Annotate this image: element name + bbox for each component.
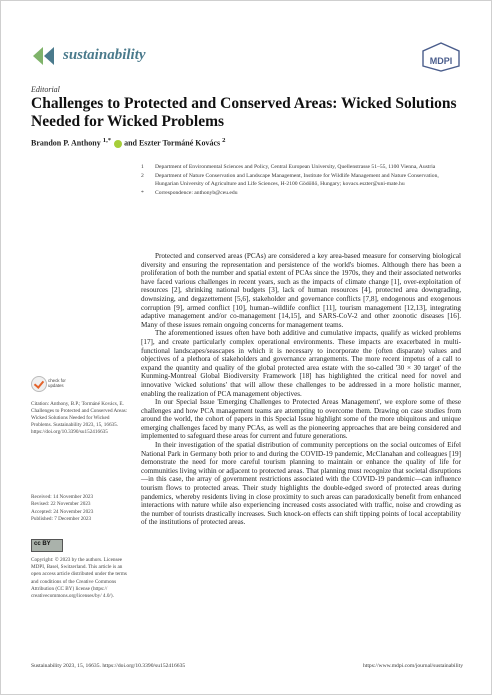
- affiliation-item: 2 Department of Nature Conservation and Landscape Management, Institute for Wildlife Management and Nature Conservation, Hungarian University of Agriculture and Life Sciences, H-2100 Gödöllő, Hungary; kovacs.eszter@uni-mate.hu: [141, 173, 439, 187]
- body-paragraph: In our Special Issue 'Emerging Challenges to Protected Areas Management', we explore some of these challenges and how PCA management teams are attempting to overcome them. Drawing on case studies from around the world, the cohort of papers in this Special Issue highlight some of the more ubiquitous and unique emerging challenges faced by many PCAs, as well as the pioneering approaches that are being considered and implemented to safeguard these areas for current and future generations.: [141, 398, 461, 441]
- check-updates-icon: [31, 376, 47, 392]
- publisher-logo: [421, 42, 461, 72]
- footer-citation: Sustainability 2023, 15, 16635. https://doi.org/10.3390/su152416635: [31, 663, 186, 669]
- article-type: Editorial: [31, 85, 60, 94]
- author-name: Eszter Tormáné Kovács: [138, 138, 221, 148]
- article-dates: [31, 494, 129, 523]
- author-affil-mark: 1,*: [102, 137, 112, 144]
- author-list: [31, 137, 225, 148]
- body-paragraph: Protected and conserved areas (PCAs) are considered a key area-based measure for conserving biological diversity and ensuring the representation and persistence of the world's biomes. Although there has been a proliferation of both the number and spatial extent of PCAs since the 1970s, they and their associated networks have faced various challenges in recent years, such as the impacts of climate change [1], over-exploitation of resources [2], shrinking national budgets [3], lack of human resources [4], protected area downgrading, downsizing, and degazettement [5,6], stakeholder and governance conflicts [7,8], endogenous and exogenous corruption [9], armed conflict [10], human–wildlife conflict [11], tourism management [12,13], integrating adaptive management and/or co-management [14,15], and SARS-CoV-2 and other zoonotic diseases [16]. Many of these issues remain ongoing concerns for management teams.: [141, 252, 461, 329]
- accepted-date: Accepted: 24 November 2023: [31, 508, 94, 515]
- orcid-icon[interactable]: [114, 140, 122, 148]
- journal-logo-icon: [31, 45, 57, 67]
- affiliations: [141, 164, 461, 200]
- correspondence: * Correspondence: anthonyb@ceu.edu: [141, 190, 238, 197]
- received-date: Received: 14 November 2023: [31, 494, 94, 500]
- footer-journal-link[interactable]: https://www.mdpi.com/journal/sustainability: [363, 663, 464, 669]
- revised-date: Revised: 22 November 2023: [31, 501, 91, 508]
- copyright-notice: Copyright: © 2023 by the authors. Licensee MDPI, Basel, Switzerland. This article is an open access article distributed under the terms and conditions of the Creative Commons Attribution (CC BY) license (https:// creativecommons.org/licenses/by/ 4.0/).: [31, 557, 127, 600]
- published-date: Published: 7 December 2023: [31, 515, 92, 522]
- body-paragraph: The aforementioned issues often have both additive and cumulative impacts, qualify as wicked problems [17], and create particularly complex operational environments. These impacts are exacerbated in multi-functional landscapes/seascapes in which it is necessary to incorporate the (often disparate) values and objectives of a plethora of stakeholders and governance arrangements. The more recent impetus of a call to expand the quantity and quality of the global protected area estate with the so-called '30 × 30 target' of the Kunming-Montreal Global Biodiversity Framework [18] has highlighted the critical need for novel and innovative 'wicked solutions' that will allow these challenges to be addressed in a more holistic manner, enabling the realization of PCA management objectives.: [141, 329, 461, 398]
- cc-by-license-icon[interactable]: [31, 539, 63, 552]
- author-name: Brandon P. Anthony: [31, 138, 101, 148]
- citation-block: Citation: Anthony, B.P.; Tormáné Kovács, E. Challenges to Protected and Conserved Areas: Wicked Solutions Needed for Wicked Problems. Sustainability 2023, 15, 16635. https://doi.org/10.3390/su152416635: [31, 401, 128, 436]
- affiliation-item: 1 Department of Environmental Sciences and Policy, Central European University, Quellenstrasse 51–55, 1100 Vienna, Austria: [141, 164, 436, 170]
- paper-title: Challenges to Protected and Conserved Areas: Wicked Solutions Needed for Wicked Problems: [31, 95, 457, 130]
- article-body: [141, 252, 461, 527]
- publisher-name: MDPI: [429, 56, 453, 66]
- author-conjunction: and: [124, 138, 137, 148]
- check-updates-badge[interactable]: [31, 376, 71, 396]
- author-affil-mark: 2: [222, 137, 226, 144]
- body-paragraph: In their investigation of the spatial distribution of community perceptions on the social outcomes of Eifel National Park in Germany both prior to and during the COVID-19 pandemic, McClanahan and colleagues [19] demonstrate the need for more careful tourism planning to maintain or enhance the quality of life for communities living within or adjacent to protected areas. That planning must recognize that societal disruptions—in this case, the array of government restrictions associated with the COVID-19 pandemic—can influence tourism flows to protected areas. Their study highlights the double-edged sword of protected areas during pandemics, whereby residents living in close proximity to such areas can paradoxically benefit from enhanced interactions with nature while also experiencing increased costs associated with traffic, noise and crowding as the number of tourists drastically increases. Such knock-on effects can shift tipping points of local acceptability of the institutions of protected areas.: [141, 441, 461, 527]
- check-updates-label: check for updates: [48, 378, 66, 388]
- journal-name: sustainability: [63, 47, 146, 63]
